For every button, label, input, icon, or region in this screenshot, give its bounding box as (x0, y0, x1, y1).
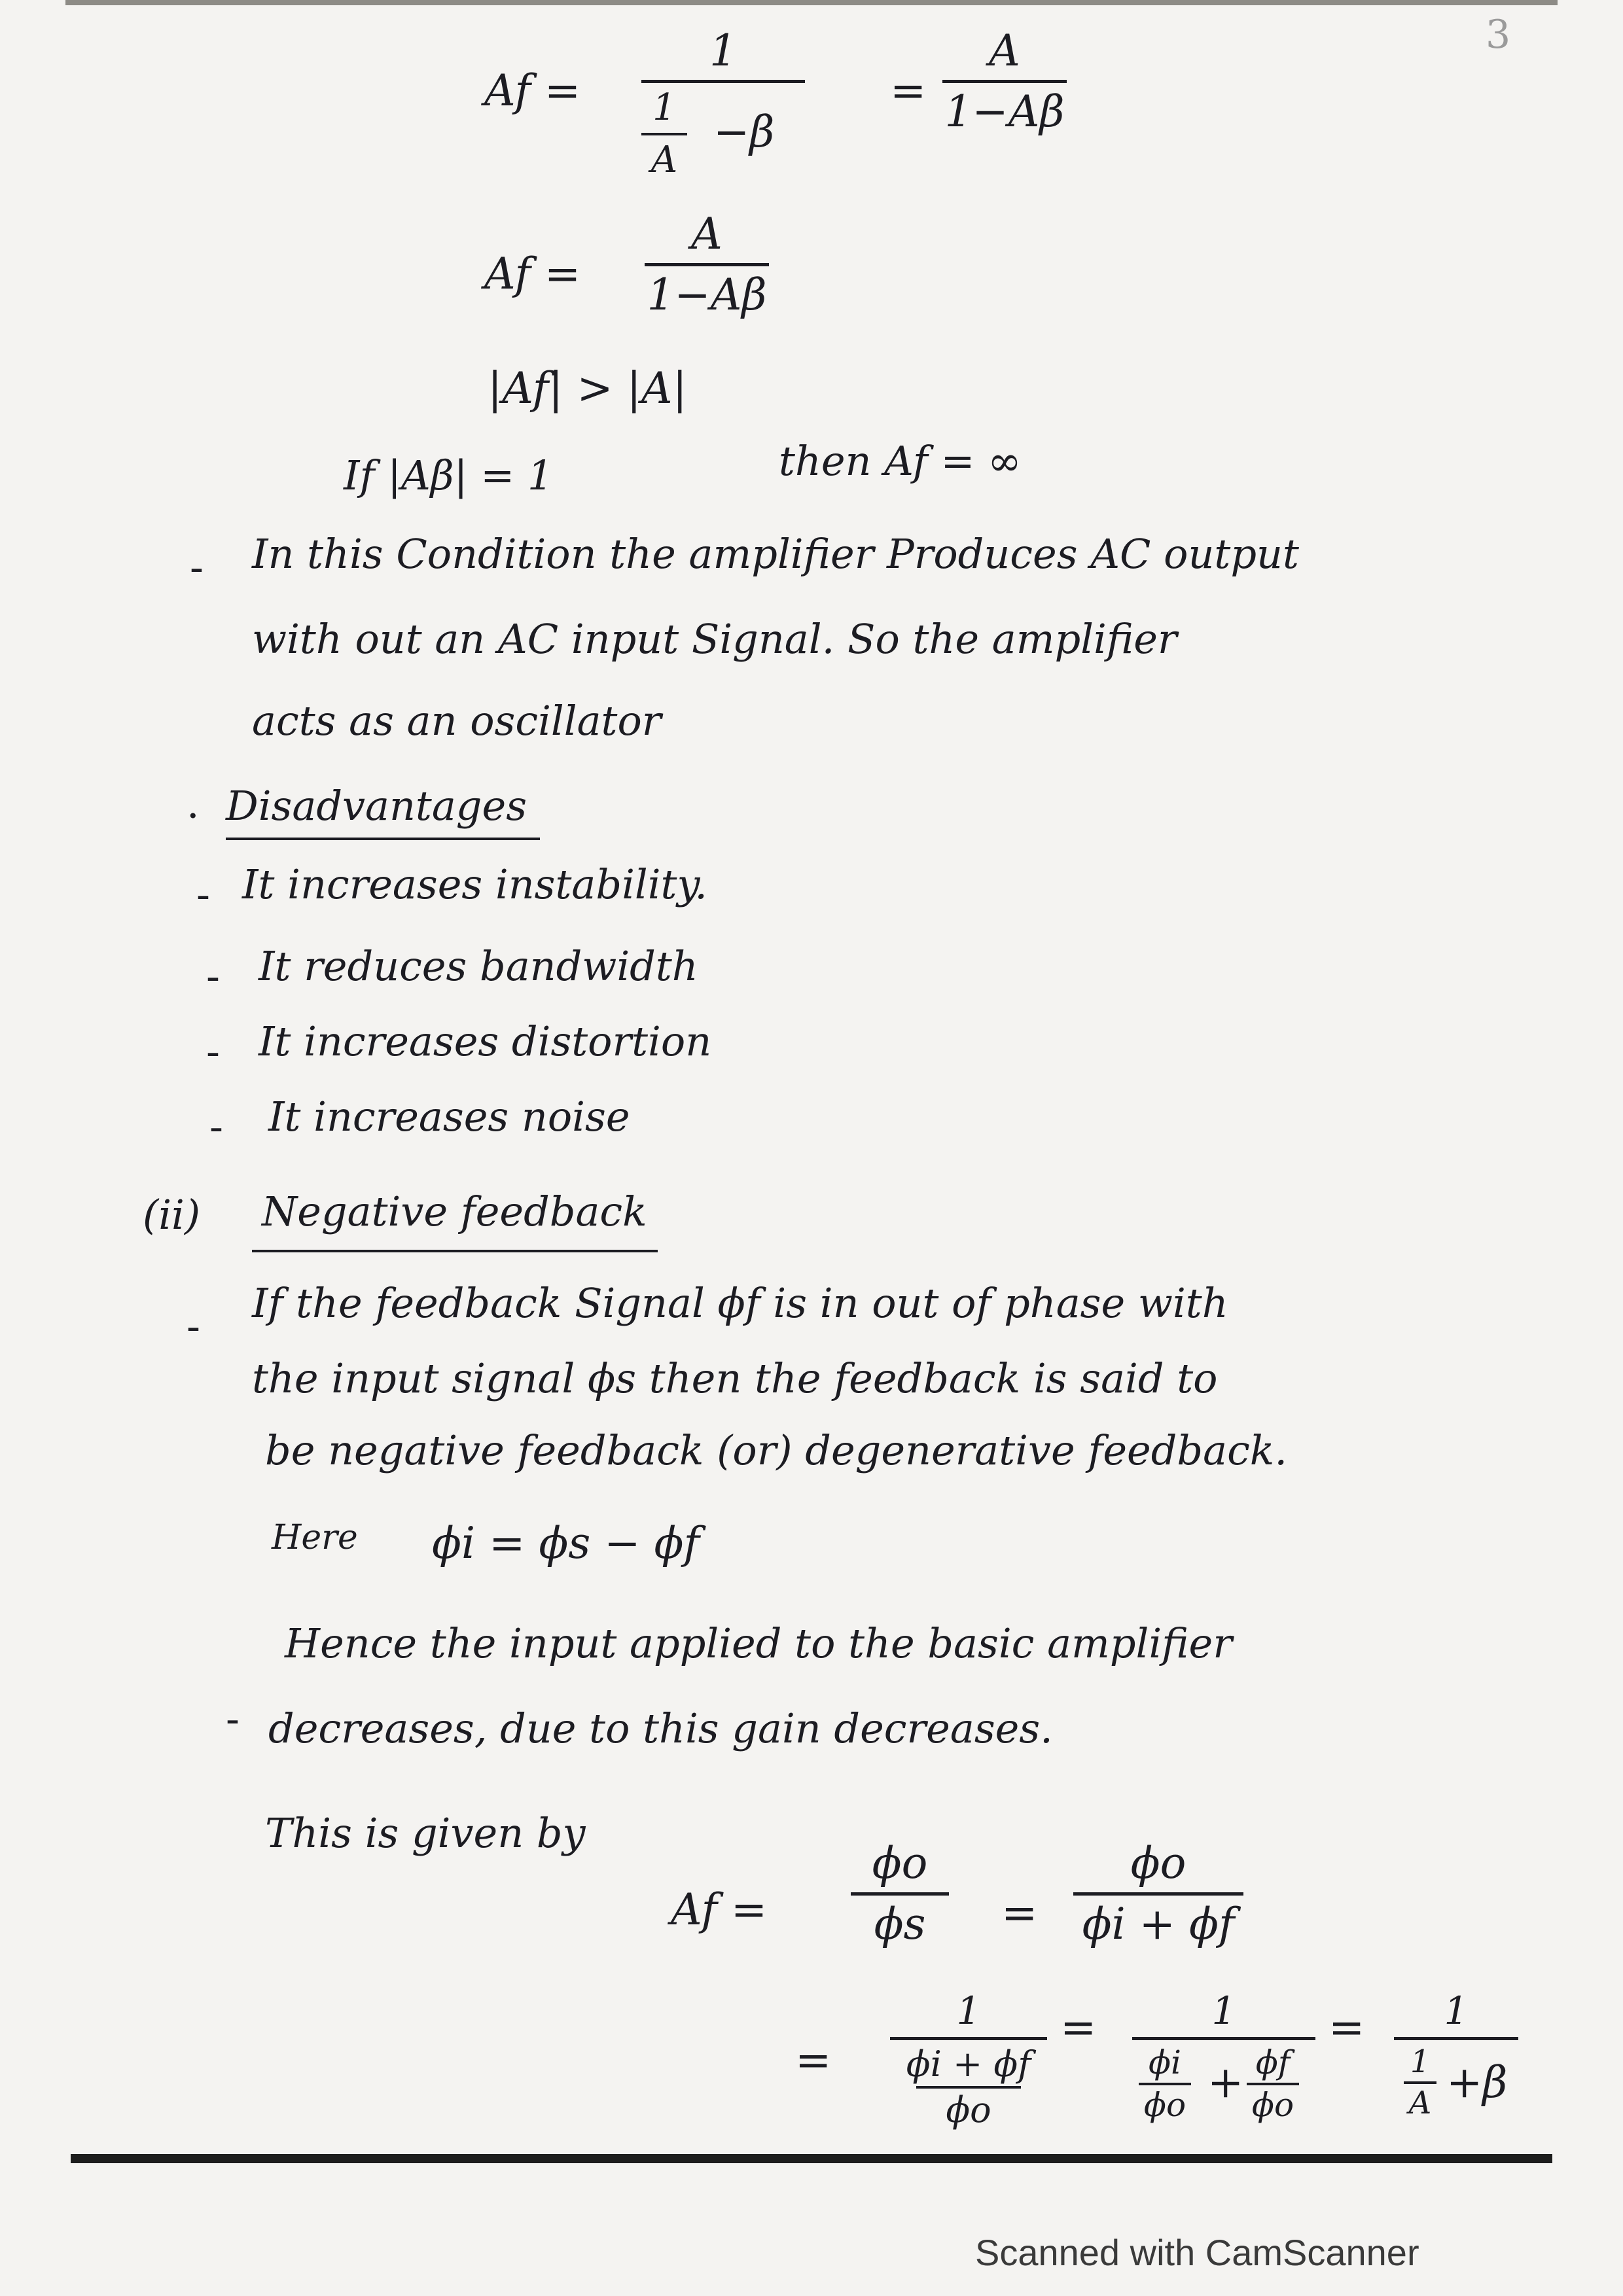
eq6-f3-plus-beta: +β (1446, 2057, 1508, 2108)
eq5-f2-num: ϕo (1130, 1838, 1186, 1888)
eq5-fraction-1 (851, 1839, 949, 1949)
eq1-inner-fraction (641, 87, 687, 182)
top-edge (65, 0, 1558, 5)
eq1-minus-beta: −β (713, 106, 775, 157)
eq6-f1-inner-den: ϕo (946, 2089, 991, 2130)
eq6-f3-num: 1 (1444, 1988, 1469, 2033)
disadvantage-item-4: It increases noise (268, 1093, 630, 1140)
bottom-edge (71, 2154, 1552, 2163)
page-number: 3 (1486, 12, 1511, 58)
eq1-inner-den: A (651, 139, 678, 182)
negative-para-line3: be negative feedback (or) degenerative feedback. (265, 1426, 1288, 1474)
given-by-text: This is given by (265, 1809, 586, 1857)
negative-para2-line1: Hence the input applied to the basic amplifier (285, 1619, 1232, 1667)
eq5-f1-num: ϕo (872, 1838, 928, 1888)
eq2-den: 1−Aβ (647, 269, 767, 320)
eq1-lhs: Af = (484, 65, 581, 116)
eq4-then: then Af = ∞ (779, 437, 1022, 485)
para1-line2: with out an AC input Signal. So the amplifier (252, 615, 1177, 663)
disadvantage-item-2: It reduces bandwidth (259, 942, 698, 990)
eq5-lhs: Af = (671, 1884, 768, 1935)
eq2-lhs: Af = (484, 249, 581, 299)
scanner-watermark: Scanned with CamScanner (975, 2232, 1419, 2273)
negative-feedback-heading: Negative feedback (262, 1188, 647, 1235)
para1-line1: In this Condition the amplifier Produces AC output (252, 530, 1299, 578)
eq6-equals-1: = (795, 2035, 832, 2085)
eq1-rhs-den: 1−Aβ (944, 86, 1065, 137)
eq1-inner-num: 1 (652, 86, 676, 129)
eq6-fraction-2 (1132, 1989, 1315, 2136)
disadvantages-heading: Disadvantages (226, 782, 527, 830)
eq1-outer-num: 1 (709, 26, 737, 76)
disadvantage-item-3: It increases distortion (259, 1017, 712, 1065)
negative-para-line1: If the feedback Signal ϕf is in out of phase with (252, 1279, 1228, 1327)
eq6-f1-inner-num: ϕi + ϕf (906, 2043, 1031, 2085)
eq6-fraction-3 (1394, 1989, 1518, 2129)
eq4-condition: If |Aβ| = 1 (344, 451, 554, 499)
eq6-f2-plus: + (1207, 2057, 1244, 2108)
eq2-fraction (645, 209, 769, 320)
eq1-rhs-num: A (989, 26, 1020, 76)
eq1-rhs-fraction (942, 26, 1067, 137)
here-label: Here (272, 1518, 358, 1557)
eq6-f3-inner: 1 A (1404, 2044, 1436, 2121)
para1-line3: acts as an oscillator (252, 697, 662, 745)
eq6-f2-part-b: ϕf ϕo (1247, 2044, 1299, 2125)
eq5-f1-den: ϕs (874, 1898, 926, 1949)
eq6-f2-part-a: ϕi ϕo (1139, 2044, 1191, 2125)
eq5-fraction-2 (1073, 1839, 1243, 1949)
eq1-equals: = (890, 65, 927, 116)
negative-para-line2: the input signal ϕs then the feedback is said to (252, 1354, 1218, 1402)
eq6-fraction-1 (890, 1989, 1047, 2130)
disadvantage-item-1: It increases instability. (242, 860, 707, 908)
eq6-equals-2: = (1060, 2002, 1097, 2053)
section-number: (ii) (143, 1191, 201, 1239)
negative-para2-line2: decreases, due to this gain decreases. (268, 1704, 1053, 1752)
eq2-num: A (691, 209, 722, 259)
eq6-equals-3: = (1329, 2002, 1365, 2053)
eq5-f2-den: ϕi + ϕf (1082, 1898, 1235, 1949)
scanned-page: 3 Af = 1 1 A −β = A 1−Aβ Af = A 1−Aβ |Af| > |A| If |Aβ| = 1 then Af = ∞ - In this Condition the amplifier Produces AC output with out an AC input Signal. So the amplifier acts as an oscillator · Disadvantages - It increases instability. - It reduces bandwidth - It increases distortion - It increases noise (ii) Negative feedback - If the feedback Signal ϕf is in out of phase with the input signal ϕs then the feedback is said to be negative feedback (or) degenerative feedback. Here ϕi = ϕs − ϕf - Hence the input applied to the basic amplifier decreases, due to this gain decreases. This is given by Af = ϕo ϕs = ϕo ϕi + ϕf = 1 ϕi + ϕf ϕo = 1 ϕi ϕo + ϕf ϕo = 1 1 A +β Scanned with CamScanner (0, 0, 1623, 2296)
eq6-f1-num: 1 (956, 1988, 981, 2033)
here-equation: ϕi = ϕs − ϕf (432, 1518, 700, 1568)
eq1-main-fraction (641, 26, 805, 182)
eq5-equals: = (1001, 1888, 1038, 1938)
eq3: |Af| > |A| (488, 363, 687, 414)
eq6-f2-num: 1 (1211, 1988, 1236, 2033)
